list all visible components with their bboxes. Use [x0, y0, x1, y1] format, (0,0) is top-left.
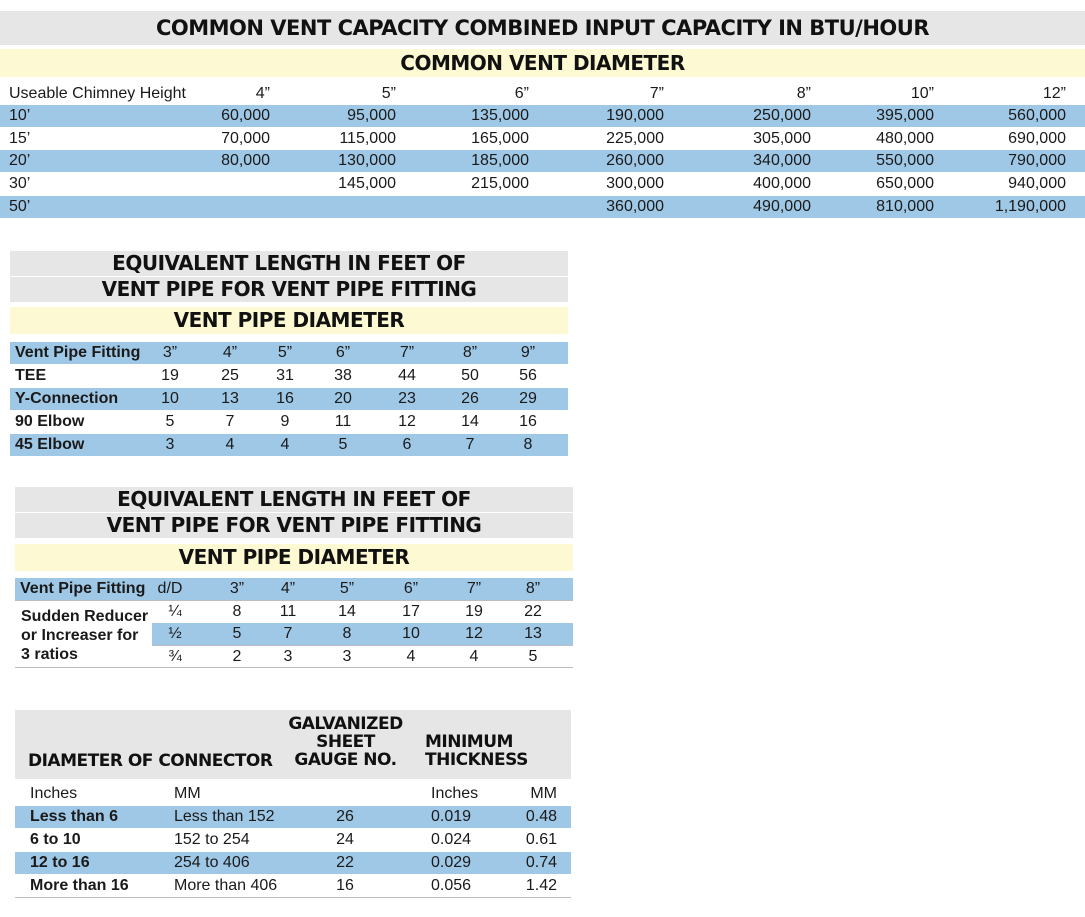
column-header-diameter: DIAMETER OF CONNECTOR: [28, 751, 273, 771]
table-cell: 12: [465, 625, 483, 642]
table-cell: 3: [342, 648, 352, 665]
column-header: Vent Pipe Fitting: [15, 344, 141, 361]
table-cell: 490,000: [753, 198, 811, 215]
column-header: 6”: [514, 85, 529, 102]
table-cell: 17: [402, 603, 420, 620]
header-line: THICKNESS: [425, 750, 528, 770]
table-cell: 44: [398, 367, 416, 384]
table-cell: 70,000: [221, 130, 270, 147]
table-cell: Less than 152: [174, 808, 275, 825]
table-cell: 690,000: [1008, 130, 1066, 147]
unit-label: MM: [530, 785, 557, 802]
table-cell: 80,000: [221, 152, 270, 169]
column-header: 3”: [229, 580, 245, 597]
column-header: 10”: [910, 85, 934, 102]
table-cell: 7: [283, 625, 293, 642]
table-cell: 4: [469, 648, 479, 665]
table-cell: 360,000: [606, 198, 664, 215]
table-cell: 650,000: [876, 175, 934, 192]
unit-label: MM: [174, 785, 201, 802]
table-cell: 14: [338, 603, 356, 620]
column-header: 4”: [222, 344, 238, 361]
fitting-label: 3 ratios: [21, 646, 78, 663]
table-cell: 38: [334, 367, 352, 384]
table-title-line: EQUIVALENT LENGTH IN FEET OF: [15, 487, 573, 512]
table-cell: 0.029: [431, 854, 472, 871]
table-cell: 11: [334, 413, 352, 430]
table-cell: 19: [161, 367, 179, 384]
table-cell: 50: [461, 367, 479, 384]
column-header: Useable Chimney Height: [9, 85, 186, 102]
row-band: [15, 852, 571, 874]
table-cell: 7: [225, 413, 235, 430]
table-cell: 810,000: [876, 198, 934, 215]
table-cell: 24: [336, 831, 354, 848]
row-label: 10’: [9, 107, 31, 124]
table-cell: 130,000: [338, 152, 396, 169]
table-cell: 5: [165, 413, 175, 430]
table-cell: 6 to 10: [30, 831, 81, 848]
table-cell: 185,000: [471, 152, 529, 169]
row-divider: [15, 897, 571, 898]
table-cell: 8: [232, 603, 242, 620]
table-title-line: VENT PIPE FOR VENT PIPE FITTING: [15, 513, 573, 538]
table-title-line: EQUIVALENT LENGTH IN FEET OF: [10, 251, 568, 276]
table-cell: 250,000: [753, 107, 811, 124]
table-cell: 11: [279, 603, 297, 620]
column-header: 7”: [399, 344, 415, 361]
table-cell: 26: [336, 808, 354, 825]
table-cell: 5: [232, 625, 242, 642]
column-header: 3”: [162, 344, 178, 361]
table-cell: 22: [336, 854, 354, 871]
unit-label: Inches: [431, 785, 479, 802]
table-cell: 152 to 254: [174, 831, 250, 848]
table-cell: 8: [523, 436, 533, 453]
table-cell: 10: [402, 625, 420, 642]
row-label: Y-Connection: [15, 390, 119, 407]
table-cell: 25: [221, 367, 239, 384]
row-label: 30’: [9, 175, 31, 192]
column-header: 5”: [339, 580, 355, 597]
table-cell: 6: [402, 436, 412, 453]
column-header: 7”: [466, 580, 482, 597]
column-header: 8”: [796, 85, 811, 102]
table-cell: 9: [280, 413, 290, 430]
table-cell: 560,000: [1008, 107, 1066, 124]
table-cell: Less than 6: [30, 808, 119, 825]
column-header-gauge: [278, 715, 413, 769]
table-cell: 0.024: [431, 831, 472, 848]
table-cell: 400,000: [753, 175, 811, 192]
table-cell: 1,190,000: [994, 198, 1066, 215]
table-cell: 13: [221, 390, 239, 407]
row-label: TEE: [15, 367, 47, 384]
table-title: COMMON VENT CAPACITY COMBINED INPUT CAPACITY IN BTU/HOUR: [0, 11, 1085, 45]
table-cell: 215,000: [471, 175, 529, 192]
column-header: d/D: [157, 580, 183, 597]
table-cell: 31: [276, 367, 294, 384]
table-cell: 8: [342, 625, 352, 642]
table-cell: 340,000: [753, 152, 811, 169]
table-cell: 0.48: [525, 808, 557, 825]
table-cell: 0.019: [431, 808, 472, 825]
row-label: 20’: [9, 152, 31, 169]
column-header: 5”: [381, 85, 396, 102]
table-cell: 0.61: [525, 831, 557, 848]
table-cell: 19: [465, 603, 483, 620]
header-line: MINIMUM: [425, 732, 513, 752]
table-cell: 56: [519, 367, 537, 384]
table-cell: More than 406: [174, 877, 278, 894]
column-header: 12”: [1042, 85, 1066, 102]
table-title-line: VENT PIPE FOR VENT PIPE FITTING: [10, 277, 568, 302]
row-label: 50’: [9, 198, 31, 215]
header-line: SHEET: [316, 732, 375, 752]
table-cell: 60,000: [221, 107, 270, 124]
fitting-label: or Increaser for: [21, 627, 139, 644]
table-cell: 4: [406, 648, 416, 665]
table-cell: 2: [232, 648, 242, 665]
table-cell: 7: [465, 436, 475, 453]
column-header: 4”: [280, 580, 296, 597]
table-cell: 13: [524, 625, 542, 642]
column-header-thickness: [425, 733, 528, 769]
table-subtitle: VENT PIPE DIAMETER: [15, 544, 573, 571]
unit-label: Inches: [30, 785, 78, 802]
table-cell: 165,000: [471, 130, 529, 147]
table-cell: 145,000: [338, 175, 396, 192]
table-cell: 20: [334, 390, 352, 407]
table-cell: 1.42: [525, 877, 557, 894]
ratio-cell: ¾: [168, 648, 182, 665]
table-cell: 5: [528, 648, 538, 665]
table-cell: 225,000: [606, 130, 664, 147]
column-header: 8”: [525, 580, 541, 597]
column-header: 5”: [277, 344, 293, 361]
table-cell: 26: [461, 390, 479, 407]
table-cell: 395,000: [876, 107, 934, 124]
table-cell: More than 16: [30, 877, 129, 894]
column-header: 7”: [649, 85, 664, 102]
header-line: GAUGE NO.: [294, 750, 397, 770]
table-cell: 23: [398, 390, 416, 407]
ratio-cell: ½: [168, 625, 182, 642]
table-cell: 260,000: [606, 152, 664, 169]
table-cell: 29: [519, 390, 537, 407]
table-cell: 550,000: [876, 152, 934, 169]
fitting-label: Sudden Reducer: [21, 608, 149, 625]
table-subtitle: VENT PIPE DIAMETER: [10, 307, 568, 334]
column-header: 9”: [520, 344, 536, 361]
column-header: 8”: [462, 344, 478, 361]
table-cell: 4: [225, 436, 235, 453]
row-label: 45 Elbow: [15, 436, 85, 453]
table-cell: 22: [524, 603, 542, 620]
table-cell: 0.74: [525, 854, 557, 871]
table-cell: 16: [519, 413, 537, 430]
table-cell: 300,000: [606, 175, 664, 192]
table-cell: 254 to 406: [174, 854, 250, 871]
header-line: GALVANIZED: [288, 714, 403, 734]
column-header: 4”: [255, 85, 270, 102]
row-label: 15’: [9, 130, 31, 147]
table-cell: 305,000: [753, 130, 811, 147]
table-cell: 16: [336, 877, 354, 894]
table-cell: 940,000: [1008, 175, 1066, 192]
table-cell: 12 to 16: [30, 854, 90, 871]
column-header: Vent Pipe Fitting: [20, 580, 146, 597]
table-cell: 14: [461, 413, 479, 430]
table-cell: 12: [398, 413, 416, 430]
column-header: 6”: [403, 580, 419, 597]
table-cell: 790,000: [1008, 152, 1066, 169]
table-cell: 16: [276, 390, 294, 407]
table-cell: 10: [161, 390, 179, 407]
table-cell: 95,000: [347, 107, 396, 124]
table-cell: 5: [338, 436, 348, 453]
column-header: 6”: [335, 344, 351, 361]
table-cell: 3: [165, 436, 175, 453]
table-cell: 135,000: [471, 107, 529, 124]
row-label: 90 Elbow: [15, 413, 85, 430]
table-cell: 0.056: [431, 877, 472, 894]
table-cell: 190,000: [606, 107, 664, 124]
table-cell: 115,000: [339, 130, 396, 147]
table-cell: 480,000: [876, 130, 934, 147]
table-cell: 3: [283, 648, 293, 665]
table-subtitle: COMMON VENT DIAMETER: [0, 49, 1085, 77]
table-cell: 4: [280, 436, 290, 453]
ratio-cell: ¼: [168, 603, 182, 620]
